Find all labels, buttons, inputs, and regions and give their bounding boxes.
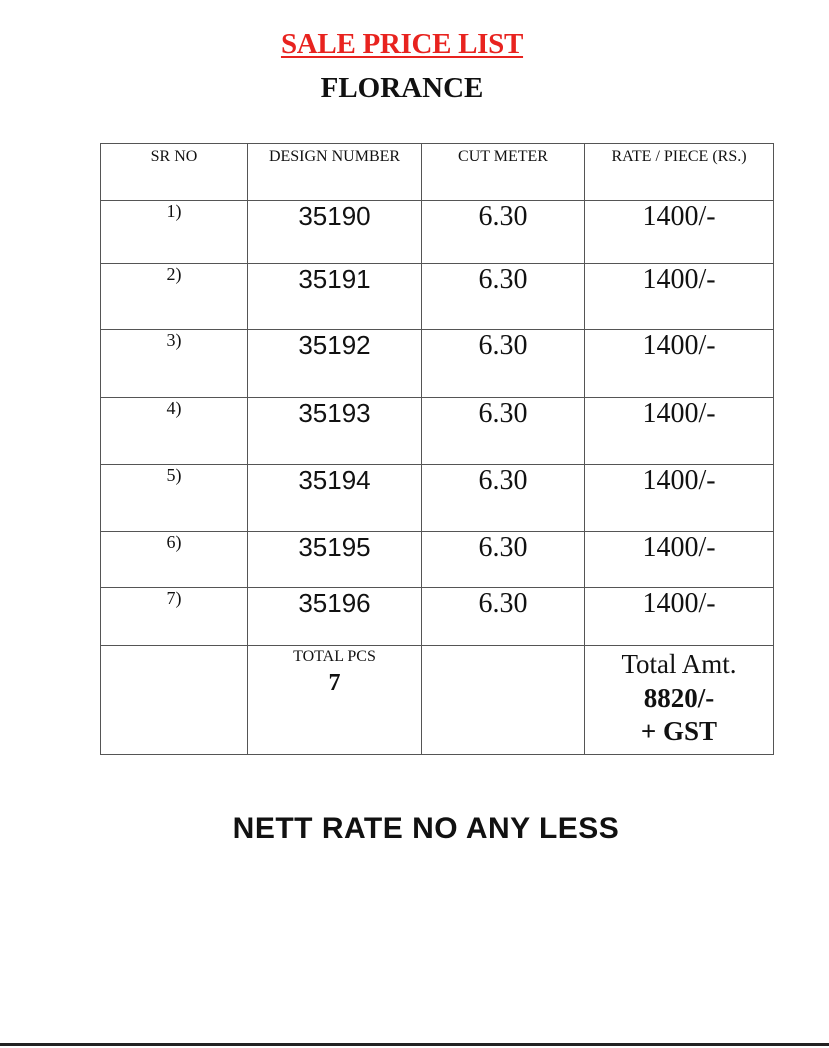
page-bottom-divider	[0, 1043, 829, 1046]
cut-meter-cell: 6.30	[422, 201, 585, 264]
total-pcs-label: TOTAL PCS	[293, 648, 376, 665]
total-amount-cell	[585, 646, 774, 755]
table-row	[101, 532, 774, 588]
rate-cell: 1400/-	[585, 465, 774, 532]
total-pcs-cell	[248, 646, 422, 755]
rate-cell: 1400/-	[585, 264, 774, 330]
totals-empty-cell	[101, 646, 248, 755]
rate-cell: 1400/-	[585, 201, 774, 264]
design-number-cell: 35196	[248, 588, 422, 646]
design-number-cell: 35192	[248, 330, 422, 398]
total-amount-label: Total Amt.	[621, 649, 737, 679]
cut-meter-cell: 6.30	[422, 588, 585, 646]
cut-meter-cell: 6.30	[422, 264, 585, 330]
total-amount-value: 8820/-	[643, 683, 715, 713]
total-amount-tax: + GST	[640, 716, 718, 746]
header-design-number: DESIGN NUMBER	[248, 144, 422, 201]
cut-meter-cell: 6.30	[422, 330, 585, 398]
total-pcs-value: 7	[328, 670, 341, 696]
rate-cell: 1400/-	[585, 532, 774, 588]
header-rate-piece: RATE / PIECE (RS.)	[585, 144, 774, 201]
sr-no-cell: 6)	[101, 532, 248, 588]
rate-cell: 1400/-	[585, 330, 774, 398]
cut-meter-cell: 6.30	[422, 532, 585, 588]
header-sr-no: SR NO	[101, 144, 248, 201]
price-table	[100, 143, 774, 755]
design-number-cell: 35194	[248, 465, 422, 532]
design-number-cell: 35195	[248, 532, 422, 588]
nett-rate-note: NETT RATE NO ANY LESS	[232, 812, 620, 845]
document-title: SALE PRICE LIST	[280, 28, 524, 60]
sr-no-cell: 5)	[101, 465, 248, 532]
rate-cell: 1400/-	[585, 588, 774, 646]
cut-meter-cell: 6.30	[422, 465, 585, 532]
table-row	[101, 588, 774, 646]
table-row	[101, 330, 774, 398]
table-row	[101, 398, 774, 465]
sr-no-cell: 1)	[101, 201, 248, 264]
design-number-cell: 35191	[248, 264, 422, 330]
table-header-row	[101, 144, 774, 201]
totals-row	[101, 646, 774, 755]
sr-no-cell: 3)	[101, 330, 248, 398]
table-row	[101, 465, 774, 532]
document-subtitle: FLORANCE	[320, 72, 484, 104]
table-row	[101, 201, 774, 264]
sr-no-cell: 2)	[101, 264, 248, 330]
header-cut-meter: CUT METER	[422, 144, 585, 201]
totals-empty-cell	[422, 646, 585, 755]
sr-no-cell: 7)	[101, 588, 248, 646]
cut-meter-cell: 6.30	[422, 398, 585, 465]
table-row	[101, 264, 774, 330]
rate-cell: 1400/-	[585, 398, 774, 465]
sr-no-cell: 4)	[101, 398, 248, 465]
design-number-cell: 35193	[248, 398, 422, 465]
design-number-cell: 35190	[248, 201, 422, 264]
